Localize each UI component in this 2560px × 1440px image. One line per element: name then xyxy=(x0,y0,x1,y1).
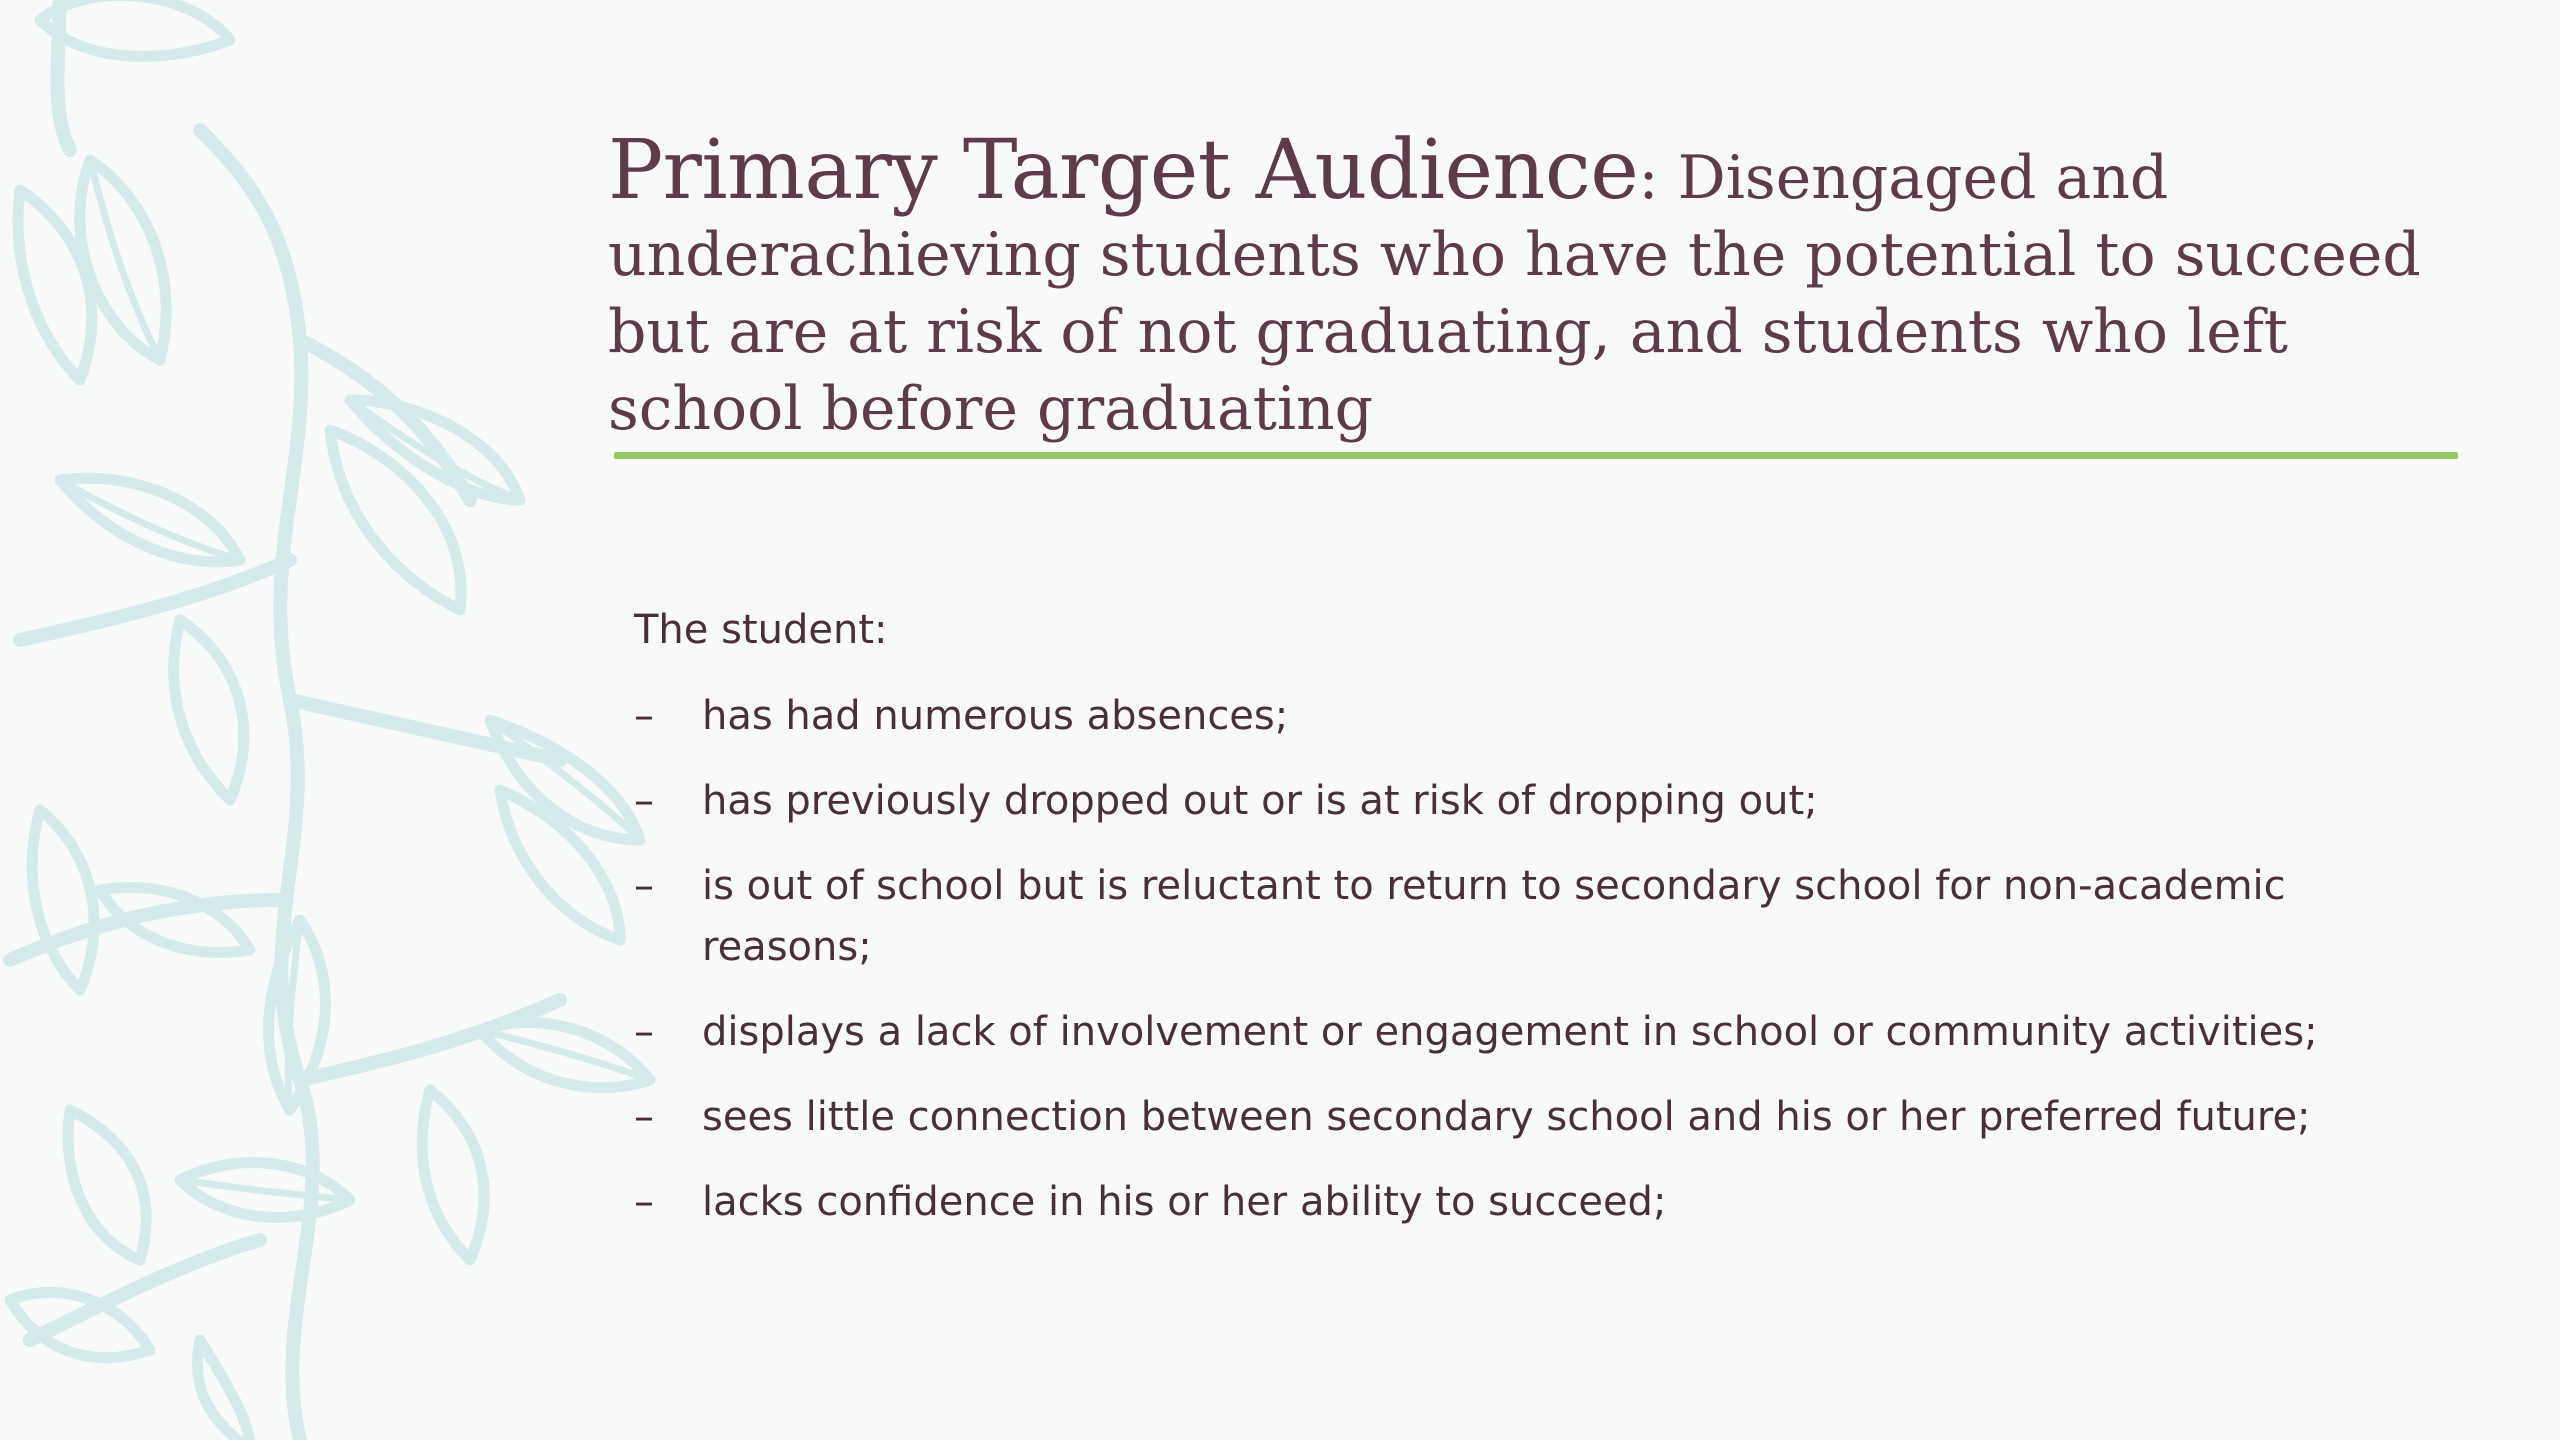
list-item-text: sees little connection between secondary school and his or her preferred future; xyxy=(702,1094,2311,1140)
title-heading: Primary Target Audience xyxy=(608,123,1639,218)
list-item-text: lacks confidence in his or her ability to succeed; xyxy=(702,1179,1667,1225)
list-item xyxy=(634,1087,2394,1148)
title-description: Disengaged and underachieving students who have the potential to succeed but are at risk of not graduating, and students who left school before graduating xyxy=(608,143,2421,444)
dash-bullet: – xyxy=(634,693,654,739)
criteria-list xyxy=(634,686,2394,1233)
list-item-text: has previously dropped out or is at risk of dropping out; xyxy=(702,778,1818,824)
dash-bullet: – xyxy=(634,1179,654,1225)
dash-bullet: – xyxy=(634,778,654,824)
intro-text: The student: xyxy=(634,607,888,653)
title-colon: : xyxy=(1638,143,1678,213)
list-item-text: has had numerous absences; xyxy=(702,693,1289,739)
dash-bullet: – xyxy=(634,1094,654,1140)
dash-bullet: – xyxy=(634,1009,654,1055)
list-item xyxy=(634,856,2394,978)
dash-bullet: – xyxy=(634,863,654,909)
slide-title xyxy=(608,123,2468,448)
list-item xyxy=(634,1002,2394,1063)
list-item xyxy=(634,686,2394,747)
list-item-text: displays a lack of involvement or engagement in school or community activities; xyxy=(702,1009,2318,1055)
list-item xyxy=(634,771,2394,832)
list-item-text: is out of school but is reluctant to return to secondary school for non-academic reasons; xyxy=(702,863,2286,970)
content-body xyxy=(634,604,2394,1257)
list-item xyxy=(634,1172,2394,1233)
title-underline xyxy=(614,452,2458,459)
